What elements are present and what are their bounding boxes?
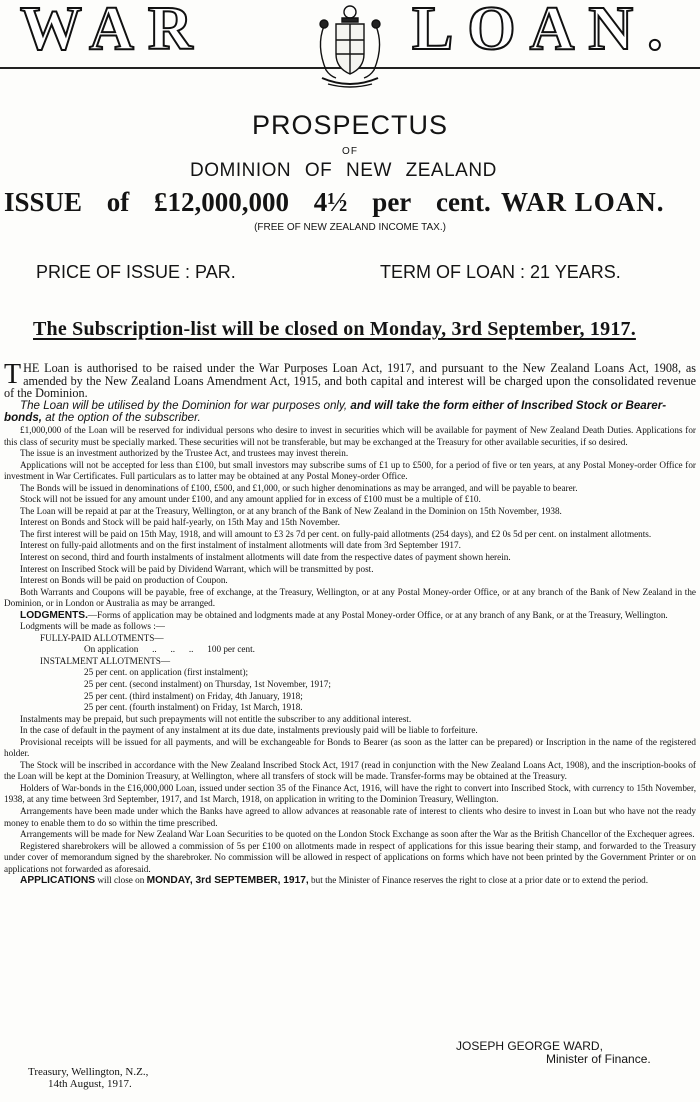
paragraph: Interest on fully-paid allotments and on the first instalment of instalment allotments will date from 3rd September 1917. [20,540,461,551]
lodgments-paragraph: LODGMENTS.—Forms of application may be obtained and lodgments made at any Postal Money-order Office, or at any branch of any Bank, or at the Treasury, Wellington. [20,609,668,621]
fully-paid-heading: FULLY-PAID ALLOTMENTS— [40,632,164,643]
issue-of: of [106,187,130,217]
prospectus-title: PROSPECTUS [251,110,449,140]
instalment-item: 25 per cent. (second instalment) on Thursday, 1st November, 1917; [84,679,331,689]
issue-cent: cent. [436,187,491,217]
paragraph: Arrangements will be made for New Zealand War Loan Securities to be quoted on the London Stock Exchange as soon after the War as the British Chancellor of the Exchequer agrees. [20,829,695,840]
paragraph: The issue is an investment authorized by the Trustee Act, and trustees may invest therein. [20,448,349,459]
issue-amount: £12,000,000 [154,187,290,217]
paragraph: Instalments may be prepaid, but such prepayments will not entitle the subscriber to any additional interest. [20,713,412,724]
instalment-heading: INSTALMENT ALLOTMENTS— [40,655,171,666]
signature-block [456,1040,651,1066]
signatory-name: JOSEPH GEORGE WARD, [456,1039,603,1053]
dominion-line: DOMINION OF NEW ZEALAND [190,160,497,181]
lead-paragraph: THE Loan is authorised to be raised under the War Purposes Loan Act, 1917, and pursuant to the New Zealand Loans Act, 1908, as amended by the New Zealand Loans Amendment Act, 1915, and both capital and interest will be charged upon the consolidated revenue of the Dominion. [4,359,696,401]
drop-cap: T [4,359,22,390]
applications-paragraph: APPLICATIONS will close on MONDAY, 3rd SEPTEMBER, 1917, but the Minister of Finance reserves the right to close at a prior date or to extend the period. [20,875,649,887]
header-word-loan: LOAN. [412,0,677,63]
paragraph: Interest on second, third and fourth instalments of instalment allotments will date from the respective dates of payment shown herein. [20,551,511,562]
fully-paid-row: On application .. .. .. 100 per cent. [84,644,255,655]
paragraph: Interest on Bonds will be paid on production of Coupon. [20,575,228,586]
paragraph: Interest on Inscribed Stock will be paid by Dividend Warrant, which will be transmitted by post. [20,563,374,574]
paragraph: Holders of War-bonds in the £16,000,000 Loan, issued under section 35 of the Finance Act, 1916, will have the right to convert into Inscribed Stock, with currency to 15th November, 1938, at any time between 3rd September, 1917, and 1st March, 1918, on application in writing to the Dominion Treasury, Wellington. [4,782,696,805]
place-line: Treasury, Wellington, N.Z., [28,1066,149,1078]
subscription-closing-line: The Subscription-list will be closed on Monday, 3rd September, 1917. [33,318,636,340]
price-of-issue: PRICE OF ISSUE : PAR. [36,262,236,282]
paragraph: £1,000,000 of the Loan will be reserved for individual persons who desire to invest in securities which will be available for payment of New Zealand Death Duties. Applications for this class of security must be specially marked. These securities will not be transferable, but may be exchanged at the Treasury for other available securities, if so desired. [4,424,696,447]
coat-of-arms-icon [302,2,398,90]
place-and-date [28,1066,148,1090]
date-line: 14th August, 1917. [48,1078,132,1090]
instalment-item: 25 per cent. on application (first instalment); [84,667,249,678]
paragraph: Both Warrants and Coupons will be payable, free of exchange, at the Treasury, Wellington, or at any Postal Money-order Office, or at any branch of the Bank of New Zealand in the Dominion, or in London or Australia as may be arranged. [4,586,696,609]
closing-date: MONDAY, 3rd SEPTEMBER, 1917, [146,875,309,887]
issue-war-loan: WAR LOAN. [501,187,665,217]
income-tax-note: (FREE OF NEW ZEALAND INCOME TAX.) [254,222,446,233]
issue-rate: 4½ [313,187,348,217]
instalment-item: 25 per cent. (fourth instalment) on Friday, 1st March, 1918. [84,702,303,713]
paragraph: Registered sharebrokers will be allowed a commission of 5s per £100 on allotments made in respect of applications for this issue bearing their stamp, and forwarded to the Treasury under cover of memorandum signed by the sharebroker. No commission will be allowed in respect of applications on forms which have not been printed by the Government Printer or on applications not forwarded as aforesaid. [4,840,696,874]
issue-word: ISSUE [4,187,83,217]
paragraph: In the case of default in the payment of any instalment at its due date, instalments previously paid will be liable to forfeiture. [20,725,478,736]
applications-heading: APPLICATIONS [20,875,96,887]
paragraph: Applications will not be accepted for less than £100, but small investors may subscribe sums of £1 up to £500, for a period of five or ten years, at any Postal Money-order Office for investment in War Certificates. Full particulars as to latter may be obtained at any Postal Money-order Office. [4,459,696,482]
paragraph: Stock will not be issued for any amount under £100, and any amount applied for in excess of £100 must be a multiple of £10. [20,494,481,505]
paragraph: The Stock will be inscribed in accordance with the New Zealand Inscribed Stock Act, 1917 (read in conjunction with the New Zealand Loans Act, 1908), and the inscription-books of the Loan will be kept at the Dominion Treasury, at Wellington, where all transfers of stock will be made. Transfer-forms may be obtained at the Treasury. [4,759,696,782]
paragraph: Provisional receipts will be issued for all payments, and will be exchangeable for Bonds to Bearer (as soon as the latter can be prepared) or Inscription in the name of the registered holder. [4,736,696,759]
paragraph: Interest on Bonds and Stock will be paid half-yearly, on 15th May and 15th November. [20,517,340,528]
instalment-item: 25 per cent. (third instalment) on Friday, 4th January, 1918; [84,690,303,701]
signatory-title: Minister of Finance. [546,1052,651,1066]
paragraph: The Bonds will be issued in denominations of £100, £500, and £1,000, or such higher denominations as may be arranged, and will be payable to bearer. [20,482,578,493]
paragraph: The first interest will be paid on 15th May, 1918, and will amount to £3 2s 7d per cent. on fully-paid allotments (254 days), and £2 0s 5d per cent. on instalment allotments. [20,528,652,539]
prospectus-body [4,359,696,887]
issue-per: per [372,187,412,217]
term-of-loan: TERM OF LOAN : 21 YEARS. [380,262,621,282]
lodgments-heading: LODGMENTS. [20,609,88,621]
paragraph: Arrangements have been made under which the Banks have agreed to allow advances at reasonable rate of interest to clients who desire to invest in Loan but who have not the ready money to enable them to do so within the time prescribed. [4,806,696,828]
utilisation-paragraph: The Loan will be utilised by the Dominion for war purposes only, and will take the form either of Inscribed Stock or Bearer-bonds, at the option of the subscriber. [4,398,667,425]
header-word-war: WAR [20,0,207,63]
lodgments-intro: Lodgments will be made as follows :— [20,621,165,632]
paragraph: The Loan will be repaid at par at the Treasury, Wellington, or at any branch of the Bank of New Zealand in the Dominion on 15th November, 1938. [20,505,562,516]
issue-line [4,187,665,218]
of-label: OF [342,146,358,157]
